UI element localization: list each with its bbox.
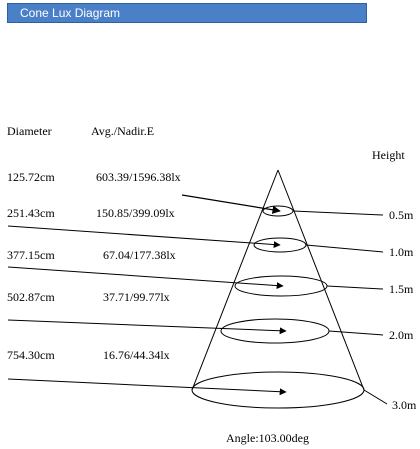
- cross-section-3.0m: [192, 372, 364, 408]
- pointer-arrow-3.0m: [8, 379, 286, 392]
- height-leader-1.5m: [327, 286, 383, 289]
- cone-right-edge: [278, 170, 364, 390]
- diameter-value: 502.87cm: [7, 290, 55, 304]
- height-value: 3.0m: [392, 398, 417, 412]
- pointer-arrow-1.0m: [8, 226, 280, 245]
- height-value: 1.5m: [389, 282, 414, 296]
- lux-value: 16.76/44.34lx: [103, 348, 170, 362]
- lux-value: 603.39/1596.38lx: [96, 170, 181, 184]
- diameter-value: 377.15cm: [7, 248, 55, 262]
- diagram-title: Cone Lux Diagram: [20, 6, 121, 20]
- height-leader-3.0m: [364, 390, 387, 404]
- height-leader-1.0m: [306, 245, 383, 252]
- avg-nadir-header: Avg./Nadir.E: [91, 124, 155, 138]
- diameter-value: 754.30cm: [7, 348, 55, 362]
- pointer-arrow-1.5m: [8, 267, 283, 286]
- diameter-value: 251.43cm: [7, 206, 55, 220]
- beam-angle-label: Angle:103.00deg: [226, 431, 309, 445]
- height-value: 2.0m: [389, 328, 414, 342]
- lux-value: 67.04/177.38lx: [103, 248, 176, 262]
- lux-value: 150.85/399.09lx: [96, 206, 175, 220]
- pointer-arrow-2.0m: [8, 320, 286, 331]
- height-value: 0.5m: [389, 208, 414, 222]
- diameter-value: 125.72cm: [7, 170, 55, 184]
- height-header: Height: [372, 148, 405, 162]
- diameter-header: Diameter: [7, 124, 52, 138]
- height-leader-2.0m: [329, 331, 383, 335]
- lux-value: 37.71/99.77lx: [103, 290, 170, 304]
- height-value: 1.0m: [389, 245, 414, 259]
- cone-left-edge: [192, 170, 278, 390]
- height-leader-0.5m: [293, 211, 383, 215]
